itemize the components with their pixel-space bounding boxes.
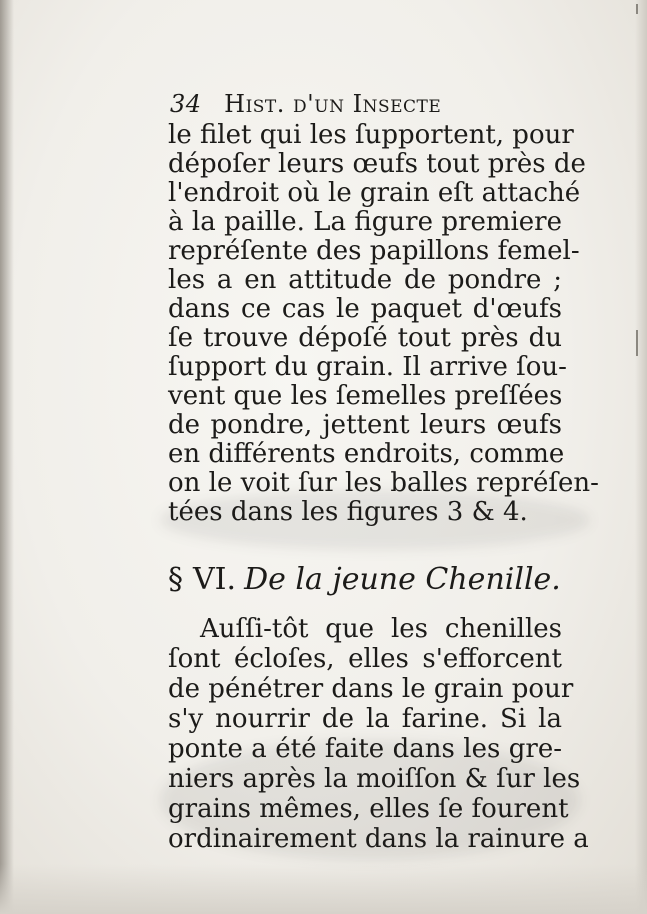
- binding-shadow: [0, 0, 14, 914]
- text-line: repréſente des papillons femel-: [168, 236, 580, 266]
- text-line: ponte a été faite dans les gre-: [168, 734, 562, 764]
- running-head: [170, 86, 570, 122]
- section-title: De la jeune Chenille.: [244, 562, 561, 597]
- section-heading: [168, 560, 568, 600]
- text-line: s'y nourrir de la farine. Si la: [168, 704, 562, 734]
- bottom-shade: [0, 864, 647, 914]
- section-number: VI.: [193, 562, 237, 597]
- text-line: l'endroit où le grain eſt attaché: [168, 178, 581, 208]
- text-line: vent que les ſemelles preſſées: [168, 381, 563, 411]
- text-line: grains mêmes, elles ſe fourent: [168, 794, 569, 824]
- text-line: ſont écloſes, elles s'efforcent: [168, 644, 562, 674]
- text-line: on le voit ſur les balles repréſen-: [168, 468, 599, 498]
- text-line: ſupport du grain. Il arrive ſou-: [168, 352, 567, 382]
- text-line: le filet qui les ſupportent, pour: [168, 120, 574, 150]
- text-line: en différents endroits, comme: [168, 439, 565, 469]
- text-line: ſe trouve dépoſé tout près du: [168, 323, 562, 353]
- text-line: Auſſi-tôt que les chenilles: [200, 614, 562, 644]
- text-line: dans ce cas le paquet d'œufs: [168, 294, 562, 324]
- margin-mark: [636, 330, 638, 356]
- text-line: de pénétrer dans le grain pour: [168, 674, 574, 704]
- section-sign: §: [168, 562, 183, 597]
- running-title: Hist. d'un Insecte: [224, 90, 442, 118]
- text-line: à la paille. La figure premiere: [168, 207, 562, 237]
- page-edge: [635, 0, 647, 914]
- text-line: niers après la moiſſon & ſur les: [168, 764, 581, 794]
- text-line: dépoſer leurs œufs tout près de: [168, 149, 586, 179]
- page-number: 34: [170, 90, 202, 118]
- text-line: les a en attitude de pondre ;: [168, 265, 562, 295]
- text-line: de pondre, jettent leurs œufs: [168, 410, 562, 440]
- text-line: ordinairement dans la rainure a: [168, 824, 589, 854]
- margin-mark: [636, 4, 638, 14]
- text-line: tées dans les figures 3 & 4.: [168, 497, 528, 527]
